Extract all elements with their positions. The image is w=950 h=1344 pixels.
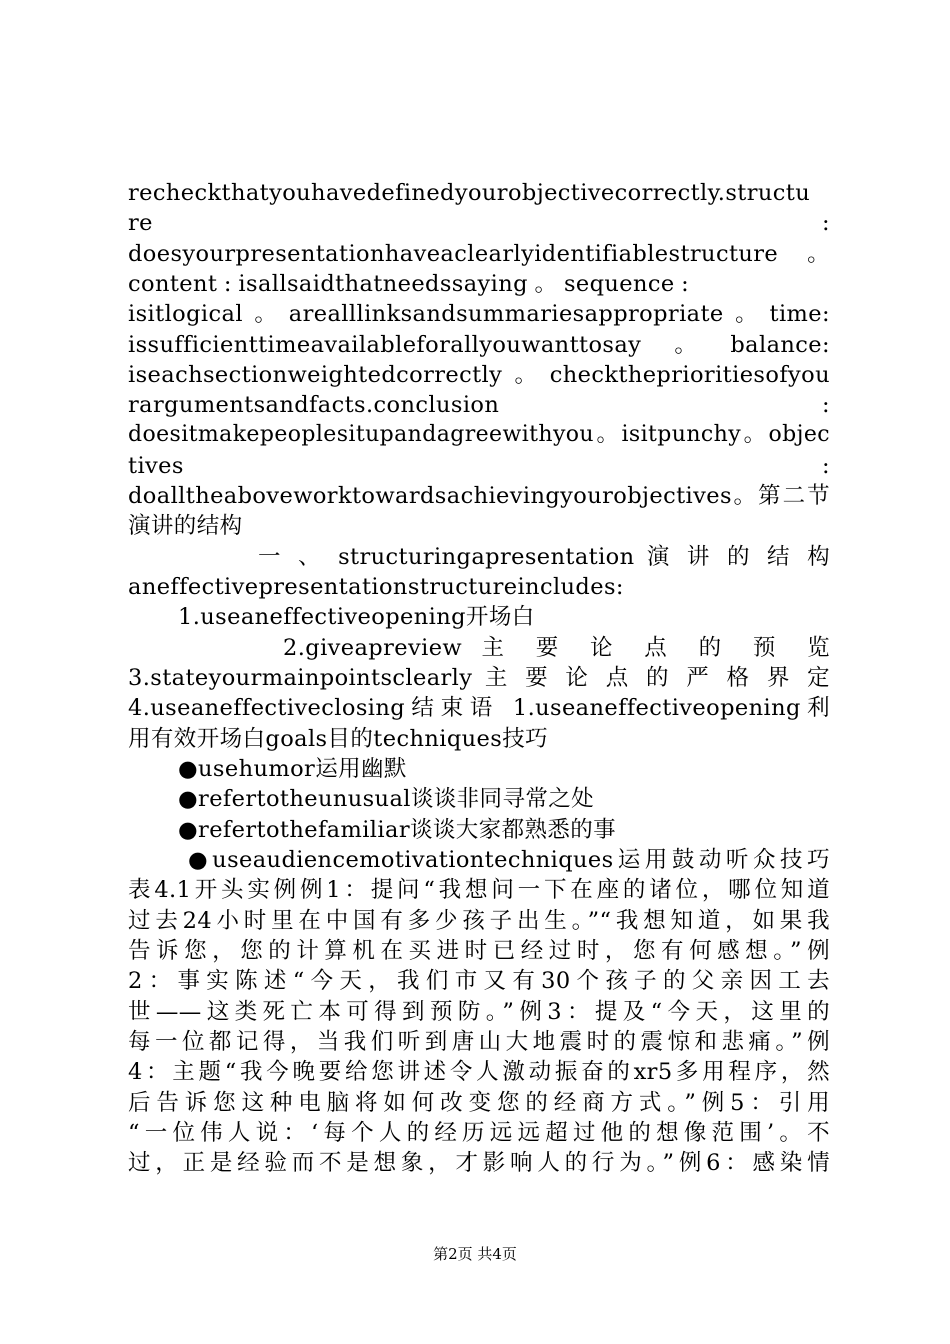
text-line: iseachsectionweightedcorrectly。checktheprioritiesofyou bbox=[128, 362, 830, 388]
text-line: 演讲的结构 bbox=[128, 513, 243, 539]
text-line: : bbox=[822, 210, 830, 236]
bullet-item: ●refertotheunusual谈谈非同寻常之处 bbox=[178, 786, 595, 812]
text-line: 告诉您，您的计算机在买进时已经过时，您有何感想。”例 bbox=[128, 938, 830, 964]
text-line: 每一位都记得，当我们听到唐山大地震时的震惊和悲痛。”例 bbox=[128, 1029, 830, 1055]
list-item: 3.stateyourmainpointsclearly 主 要 论 点 的 严 格 界 定 bbox=[128, 665, 830, 691]
text-line: “一位伟人说：‘每个人的经历远远超过他的想像范围’。不 bbox=[128, 1120, 830, 1146]
bullet-item: ●usehumor运用幽默 bbox=[178, 756, 407, 782]
text-line: isitlogical。arealllinksandsummariesappropriate。time: bbox=[128, 301, 830, 327]
list-item: 4.useaneffectiveclosing结束语 1.useaneffectiveopening利 bbox=[128, 695, 830, 721]
text-line: : bbox=[822, 392, 830, 418]
list-item: 1.useaneffectiveopening开场白 bbox=[178, 604, 535, 630]
bullet-item: ●refertothefamiliar谈谈大家都熟悉的事 bbox=[178, 817, 617, 843]
text-line: rargumentsandfacts.conclusion bbox=[128, 392, 500, 418]
text-line: doesyourpresentationhaveaclearlyidentifiablestructure。 bbox=[128, 241, 830, 267]
text-line: : bbox=[822, 453, 830, 479]
text-line: 2：事实陈述“今天，我们市又有30个孩子的父亲因工去 bbox=[128, 968, 830, 994]
text-line: doesitmakepeoplesitupandagreewithyou。isitpunchy。objec bbox=[128, 422, 830, 447]
bullet-item: ●useaudiencemotivationtechniques运用鼓动听众技巧 bbox=[188, 847, 830, 873]
text-line: recheckthatyouhavedefinedyourobjectivecorrectly.structu bbox=[128, 180, 811, 206]
text-line: 过，正是经验而不是想象，才影响人的行为。”例6：感染情 bbox=[128, 1150, 830, 1176]
text-line: 用有效开场白goals目的techniques技巧 bbox=[128, 726, 548, 752]
list-item: 2.giveapreview 主 要 论 点 的 预 览 bbox=[283, 635, 830, 661]
page-footer: 第2页 共4页 bbox=[433, 1245, 517, 1263]
section-heading: 一 、 structuringapresentation 演 讲 的 结 构 bbox=[258, 544, 830, 570]
text-line: 4：主题“我今晚要给您讲述令人激动振奋的xr5多用程序，然 bbox=[128, 1059, 830, 1085]
text-line: aneffectivepresentationstructureincludes: bbox=[128, 574, 624, 600]
text-line: issufficienttimeavailableforallyouwanttosay。balance: bbox=[128, 332, 830, 358]
text-line: 表4.1开头实例例1：提问“我想问一下在座的诸位，哪位知道 bbox=[128, 877, 830, 903]
text-line: 后告诉您这种电脑将如何改变您的经商方式。”例5：引用 bbox=[128, 1090, 830, 1116]
text-line: content : isallsaidthatneedssaying 。 sequence : bbox=[128, 271, 690, 297]
text-line: tives bbox=[128, 453, 184, 479]
text-line: doalltheaboveworktowardsachievingyourobjectives。第二节 bbox=[128, 483, 830, 509]
text-line: re bbox=[128, 210, 153, 236]
text-line: 过去24小时里在中国有多少孩子出生。”“我想知道，如果我 bbox=[128, 908, 830, 934]
text-line: 世——这类死亡本可得到预防。”例3：提及“今天，这里的 bbox=[128, 999, 830, 1025]
